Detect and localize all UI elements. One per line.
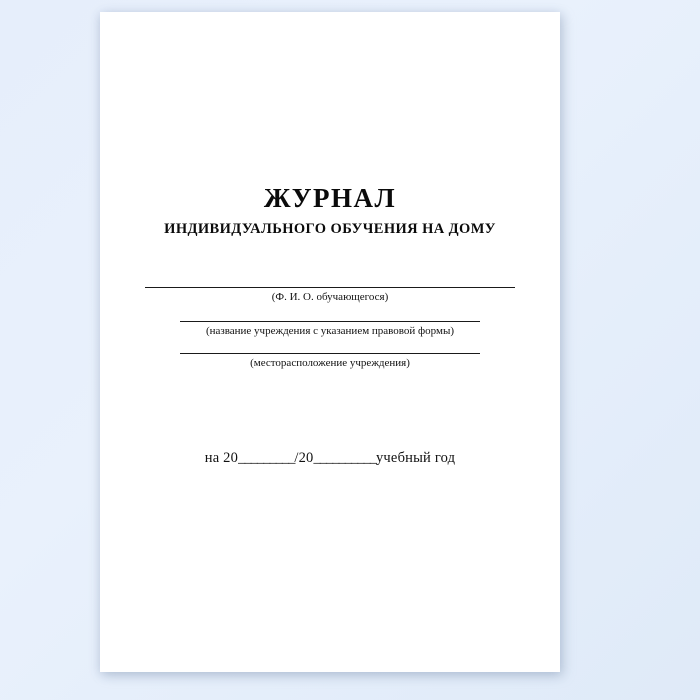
- document-page: [100, 12, 560, 672]
- field-student-name-rule[interactable]: [145, 287, 515, 288]
- field-institution-name-rule[interactable]: [180, 321, 480, 322]
- field-institution-location-rule[interactable]: [180, 353, 480, 354]
- year-suffix: учебный год: [375, 450, 456, 466]
- page-title: ЖУРНАЛ: [263, 183, 397, 213]
- field-institution-location-caption: (месторасположение учреждения): [250, 357, 410, 369]
- field-student-name-caption: (Ф. И. О. обучающегося): [271, 291, 389, 303]
- page-subtitle: ИНДИВИДУАЛЬНОГО ОБУЧЕНИЯ НА ДОМУ: [164, 220, 496, 237]
- academic-year-line: [100, 450, 560, 467]
- year-blank-end[interactable]: __________: [313, 450, 376, 466]
- fill-in-fields: [100, 287, 560, 383]
- field-institution-name: [100, 321, 560, 337]
- title-block: [100, 184, 560, 238]
- document-body: [100, 12, 560, 672]
- year-separator: /20: [294, 450, 314, 466]
- field-student-name: [100, 287, 560, 303]
- field-institution-name-caption: (название учреждения с указанием правовой формы): [205, 325, 455, 337]
- field-institution-location: [100, 353, 560, 369]
- year-prefix: на 20: [204, 450, 239, 466]
- year-blank-start[interactable]: _________: [238, 450, 295, 466]
